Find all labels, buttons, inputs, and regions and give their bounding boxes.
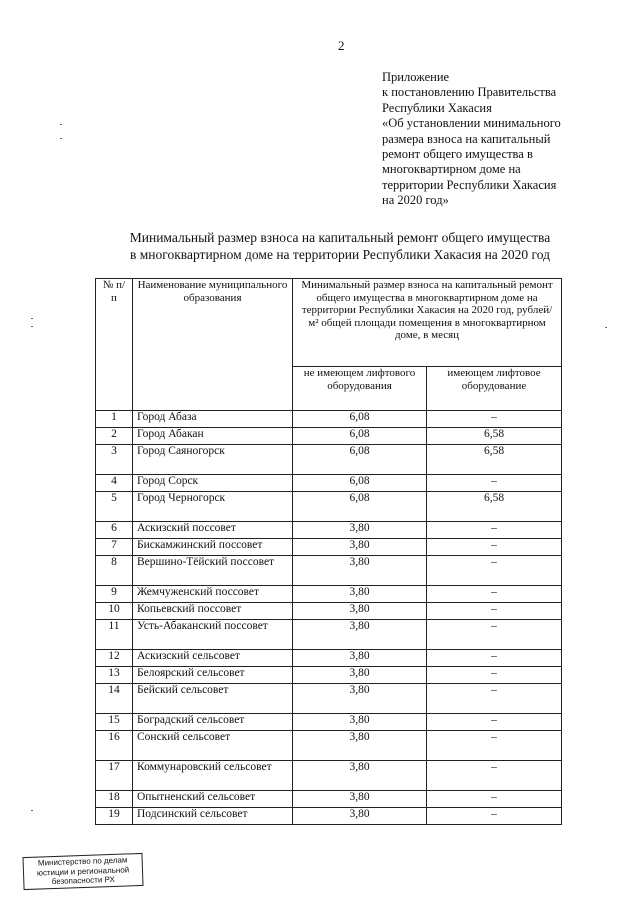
row-name: Город Абаза xyxy=(133,411,293,428)
row-value-lift: – xyxy=(427,714,562,731)
row-num: 6 xyxy=(96,522,133,539)
table-row xyxy=(96,475,562,492)
row-value-lift: – xyxy=(427,808,562,825)
appendix-line: многоквартирном доме на xyxy=(382,162,521,177)
row-value-no-lift: 6,08 xyxy=(293,492,427,522)
header-no-lift: не имеющем лифтового оборудования xyxy=(293,367,427,411)
table-row xyxy=(96,428,562,445)
row-value-lift: – xyxy=(427,603,562,620)
row-value-lift: 6,58 xyxy=(427,445,562,475)
row-name: Усть-Абаканский поссовет xyxy=(133,620,293,650)
row-num: 11 xyxy=(96,620,133,650)
table-row xyxy=(96,522,562,539)
document-title xyxy=(60,229,620,263)
row-value-lift: – xyxy=(427,731,562,761)
row-name: Сонский сельсовет xyxy=(133,731,293,761)
row-value-lift: – xyxy=(427,620,562,650)
row-value-lift: – xyxy=(427,475,562,492)
row-name: Город Сорск xyxy=(133,475,293,492)
row-value-no-lift: 3,80 xyxy=(293,522,427,539)
row-value-no-lift: 3,80 xyxy=(293,761,427,791)
table-row xyxy=(96,650,562,667)
table-row xyxy=(96,586,562,603)
row-value-lift: – xyxy=(427,411,562,428)
row-value-no-lift: 3,80 xyxy=(293,620,427,650)
row-value-lift: – xyxy=(427,586,562,603)
row-value-lift: 6,58 xyxy=(427,428,562,445)
row-name: Бейский сельсовет xyxy=(133,684,293,714)
row-name: Боградский сельсовет xyxy=(133,714,293,731)
stamp-line: безопасности РХ xyxy=(51,874,116,887)
row-value-no-lift: 3,80 xyxy=(293,603,427,620)
header-name: Наименование муниципального образования xyxy=(133,279,293,411)
row-num: 16 xyxy=(96,731,133,761)
scan-speck xyxy=(605,327,607,328)
row-value-no-lift: 3,80 xyxy=(293,539,427,556)
row-value-lift: – xyxy=(427,791,562,808)
row-name: Аскизский поссовет xyxy=(133,522,293,539)
table-row xyxy=(96,556,562,586)
row-value-no-lift: 3,80 xyxy=(293,731,427,761)
title-line-1: Минимальный размер взноса на капитальный ремонт общего имущества xyxy=(129,230,551,245)
appendix-line: на 2020 год» xyxy=(382,193,449,208)
row-name: Опытненский сельсовет xyxy=(133,791,293,808)
row-value-no-lift: 3,80 xyxy=(293,791,427,808)
row-name: Город Саяногорск xyxy=(133,445,293,475)
row-value-lift: – xyxy=(427,761,562,791)
row-name: Бискамжинский поссовет xyxy=(133,539,293,556)
row-num: 19 xyxy=(96,808,133,825)
row-value-no-lift: 3,80 xyxy=(293,586,427,603)
header-lift: имеющем лифтовое оборудование xyxy=(427,367,562,411)
table-row xyxy=(96,684,562,714)
row-num: 10 xyxy=(96,603,133,620)
row-name: Подсинский сельсовет xyxy=(133,808,293,825)
table-row xyxy=(96,492,562,522)
row-value-lift: – xyxy=(427,650,562,667)
row-num: 15 xyxy=(96,714,133,731)
table-row xyxy=(96,539,562,556)
row-name: Город Черногорск xyxy=(133,492,293,522)
row-value-no-lift: 3,80 xyxy=(293,556,427,586)
scan-speck xyxy=(31,326,33,327)
row-name: Жемчуженский поссовет xyxy=(133,586,293,603)
table-row xyxy=(96,714,562,731)
row-name: Вершино-Тёйский поссовет xyxy=(133,556,293,586)
row-num: 7 xyxy=(96,539,133,556)
row-value-no-lift: 3,80 xyxy=(293,714,427,731)
title-line-2: в многоквартирном доме на территории Республики Хакасия на 2020 год xyxy=(130,247,550,262)
stamp-line: юстиции и региональной xyxy=(36,864,130,878)
row-num: 17 xyxy=(96,761,133,791)
appendix-line: Республики Хакасия xyxy=(382,100,492,115)
table-row xyxy=(96,411,562,428)
row-value-no-lift: 6,08 xyxy=(293,428,427,445)
contribution-table xyxy=(95,278,562,825)
ministry-stamp xyxy=(22,853,143,890)
row-value-no-lift: 3,80 xyxy=(293,684,427,714)
row-num: 5 xyxy=(96,492,133,522)
row-name: Коммунаровский сельсовет xyxy=(133,761,293,791)
row-value-no-lift: 6,08 xyxy=(293,445,427,475)
row-name: Копьевский поссовет xyxy=(133,603,293,620)
scan-speck xyxy=(60,138,62,139)
row-num: 8 xyxy=(96,556,133,586)
row-name: Город Абакан xyxy=(133,428,293,445)
row-value-no-lift: 3,80 xyxy=(293,808,427,825)
table-row xyxy=(96,791,562,808)
header-num: № п/п xyxy=(96,279,133,411)
row-num: 14 xyxy=(96,684,133,714)
row-value-lift: – xyxy=(427,684,562,714)
row-num: 12 xyxy=(96,650,133,667)
row-value-lift: – xyxy=(427,522,562,539)
appendix-block xyxy=(382,70,622,209)
appendix-line: к постановлению Правительства xyxy=(382,85,557,100)
appendix-line: ремонт общего имущества в xyxy=(382,147,533,162)
row-num: 1 xyxy=(96,411,133,428)
row-value-lift: – xyxy=(427,667,562,684)
row-num: 2 xyxy=(96,428,133,445)
scan-speck xyxy=(31,810,33,811)
stamp-line: Министерство по делам xyxy=(37,855,128,868)
page-number: 2 xyxy=(338,38,345,53)
row-value-no-lift: 6,08 xyxy=(293,475,427,492)
table-row xyxy=(96,603,562,620)
table-row xyxy=(96,731,562,761)
table-row xyxy=(96,808,562,825)
table-row xyxy=(96,761,562,791)
table-row xyxy=(96,445,562,475)
appendix-line: размера взноса на капитальный xyxy=(382,131,551,146)
appendix-line: территории Республики Хакасия xyxy=(382,177,557,192)
row-num: 9 xyxy=(96,586,133,603)
row-name: Аскизский сельсовет xyxy=(133,650,293,667)
header-group: Минимальный размер взноса на капитальный ремонт общего имущества в многоквартирном доме на территории Республики Хакасия на 2020 год, рублей/м² общей площади помещения в многоквартирном доме, в месяц xyxy=(293,279,562,367)
row-value-lift: – xyxy=(427,556,562,586)
appendix-line: Приложение xyxy=(382,70,450,84)
row-num: 18 xyxy=(96,791,133,808)
table-row xyxy=(96,620,562,650)
appendix-line: «Об установлении минимального xyxy=(382,116,561,131)
row-value-lift: – xyxy=(427,539,562,556)
row-value-no-lift: 6,08 xyxy=(293,411,427,428)
row-name: Белоярский сельсовет xyxy=(133,667,293,684)
row-num: 13 xyxy=(96,667,133,684)
row-value-no-lift: 3,80 xyxy=(293,650,427,667)
row-num: 4 xyxy=(96,475,133,492)
scan-speck xyxy=(31,318,33,319)
scan-speck xyxy=(60,124,62,125)
table-row xyxy=(96,667,562,684)
row-num: 3 xyxy=(96,445,133,475)
row-value-no-lift: 3,80 xyxy=(293,667,427,684)
row-value-lift: 6,58 xyxy=(427,492,562,522)
